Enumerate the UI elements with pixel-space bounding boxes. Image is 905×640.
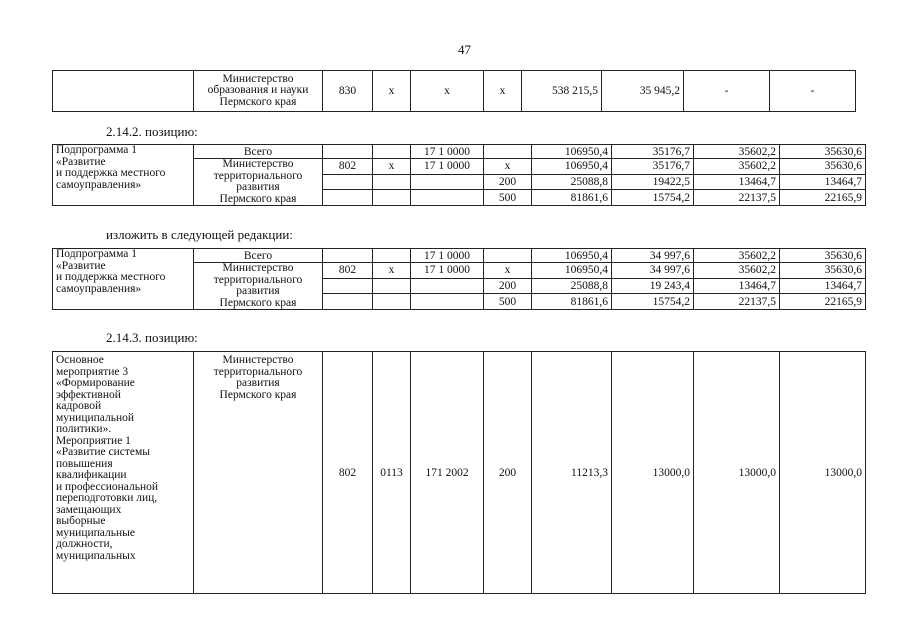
amount-cell: 13464,7 [780, 174, 866, 190]
amount-cell: 22137,5 [694, 190, 780, 206]
amount-cell: 35602,2 [694, 263, 780, 279]
empty-cell [323, 278, 373, 294]
amount-cell: 34 997,6 [612, 263, 694, 279]
expense-type-cell: 200 [484, 278, 532, 294]
amount-cell: 13464,7 [694, 278, 780, 294]
table-row [53, 71, 856, 112]
amount-cell: 81861,6 [532, 190, 612, 206]
expense-type-cell: 200 [484, 174, 532, 190]
target-code-cell: 17 1 0000 [411, 249, 484, 263]
amount-cell: 35602,2 [694, 145, 780, 159]
empty-cell [373, 174, 411, 190]
section-heading-new-edition: изложить в следующей редакции: [106, 227, 293, 242]
administrator-cell: Министерство образования и науки Пермского края [194, 71, 323, 112]
empty-cell [373, 190, 411, 206]
section-cell: x [373, 263, 411, 279]
amount-cell: 81861,6 [532, 294, 612, 310]
empty-cell [411, 278, 484, 294]
empty-cell [411, 294, 484, 310]
target-code-cell: 17 1 0000 [411, 159, 484, 175]
empty-cell [373, 249, 411, 263]
budget-table-subprogram-new [52, 248, 866, 310]
amount-cell: 25088,8 [532, 278, 612, 294]
empty-cell [484, 249, 532, 263]
amount-cell: 13000,0 [694, 352, 780, 594]
expense-type-cell: x [484, 263, 532, 279]
amount-cell: - [684, 71, 770, 112]
section-heading-2-14-2: 2.14.2. позицию: [106, 124, 198, 139]
amount-cell: 35176,7 [612, 145, 694, 159]
empty-cell [323, 190, 373, 206]
empty-cell [373, 145, 411, 159]
expense-type-cell: x [484, 159, 532, 175]
amount-cell: 106950,4 [532, 145, 612, 159]
administrator-cell: Министерство территориального развития Пермского края [194, 159, 323, 206]
empty-cell [373, 278, 411, 294]
amount-cell: 538 215,5 [522, 71, 602, 112]
amount-cell: 22165,9 [780, 294, 866, 310]
empty-cell [323, 294, 373, 310]
admin-code-cell: 830 [323, 71, 373, 112]
amount-cell: 106950,4 [532, 263, 612, 279]
section-cell: x [373, 159, 411, 175]
target-code-cell: 17 1 0000 [411, 263, 484, 279]
amount-cell: 35602,2 [694, 249, 780, 263]
amount-cell: 13000,0 [780, 352, 866, 594]
empty-cell [411, 190, 484, 206]
amount-cell: 35630,6 [780, 145, 866, 159]
section-heading-2-14-3: 2.14.3. позицию: [106, 330, 198, 345]
section-cell: 0113 [373, 352, 411, 594]
amount-cell: 22137,5 [694, 294, 780, 310]
amount-cell: 106950,4 [532, 249, 612, 263]
amount-cell: 13464,7 [780, 278, 866, 294]
amount-cell: 35176,7 [612, 159, 694, 175]
amount-cell: 35 945,2 [602, 71, 684, 112]
amount-cell: 19422,5 [612, 174, 694, 190]
admin-code-cell: 802 [323, 263, 373, 279]
amount-cell: 35630,6 [780, 263, 866, 279]
table-row [53, 249, 866, 263]
total-label-cell: Всего [194, 145, 323, 159]
expense-type-cell: 500 [484, 294, 532, 310]
amount-cell: 15754,2 [612, 294, 694, 310]
amount-cell: 19 243,4 [612, 278, 694, 294]
amount-cell: 11213,3 [532, 352, 612, 594]
administrator-cell: Министерство территориального развития Пермского края [194, 352, 323, 594]
amount-cell: 25088,8 [532, 174, 612, 190]
administrator-cell: Министерство территориального развития Пермского края [194, 263, 323, 310]
amount-cell: - [770, 71, 856, 112]
empty-cell [323, 249, 373, 263]
budget-table-ministry-education [52, 70, 856, 112]
admin-code-cell: 802 [323, 352, 373, 594]
program-name-cell: Подпрограмма 1 «Развитие и поддержка местного самоуправления» [53, 145, 194, 206]
table-row [53, 145, 866, 159]
amount-cell: 15754,2 [612, 190, 694, 206]
activity-name-cell: Основное мероприятие 3 «Формирование эффективной кадровой муниципальной политики». Мероприятие 1 «Развитие системы повышения квалификации и профессиональной переподготовки лиц, замещающих выборные муниципальные должности, муниципальных [53, 352, 194, 594]
target-code-cell: 171 2002 [411, 352, 484, 594]
amount-cell: 35630,6 [780, 249, 866, 263]
table-row [53, 352, 866, 594]
program-name-cell [53, 71, 194, 112]
budget-table-main-activity [52, 351, 866, 594]
empty-cell [484, 145, 532, 159]
page-number: 47 [458, 42, 471, 57]
target-code-cell: 17 1 0000 [411, 145, 484, 159]
empty-cell [411, 174, 484, 190]
amount-cell: 13000,0 [612, 352, 694, 594]
program-name-cell: Подпрограмма 1 «Развитие и поддержка местного самоуправления» [53, 249, 194, 310]
empty-cell [323, 145, 373, 159]
amount-cell: 106950,4 [532, 159, 612, 175]
budget-table-subprogram-old [52, 144, 866, 206]
target-code-cell: x [411, 71, 484, 112]
admin-code-cell: 802 [323, 159, 373, 175]
expense-type-cell: x [484, 71, 522, 112]
amount-cell: 22165,9 [780, 190, 866, 206]
empty-cell [323, 174, 373, 190]
empty-cell [373, 294, 411, 310]
amount-cell: 34 997,6 [612, 249, 694, 263]
total-label-cell: Всего [194, 249, 323, 263]
section-cell: x [373, 71, 411, 112]
amount-cell: 35602,2 [694, 159, 780, 175]
expense-type-cell: 500 [484, 190, 532, 206]
amount-cell: 13464,7 [694, 174, 780, 190]
expense-type-cell: 200 [484, 352, 532, 594]
amount-cell: 35630,6 [780, 159, 866, 175]
